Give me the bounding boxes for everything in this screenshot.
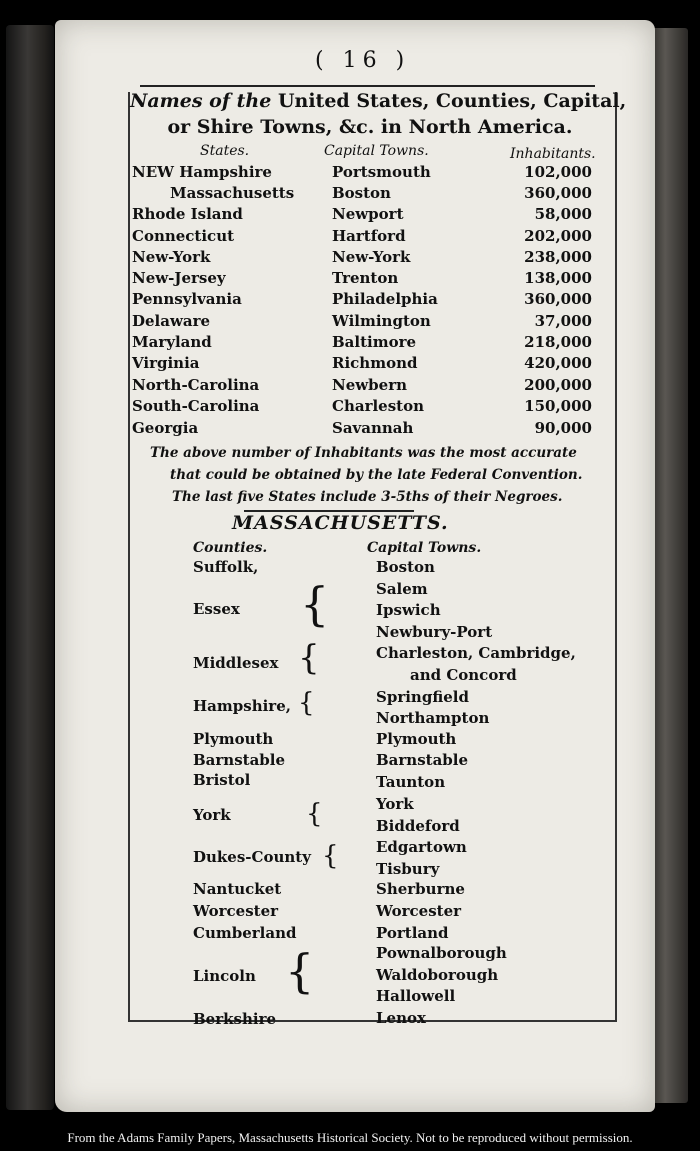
- states-header: States.: [200, 143, 250, 159]
- state-name: South-Carolina: [132, 397, 260, 415]
- top-rule: [140, 85, 595, 87]
- state-row: [132, 312, 592, 333]
- capital-town: Wilmington: [332, 312, 431, 330]
- capital-town: Portsmouth: [332, 163, 431, 181]
- grouping-brace: {: [298, 688, 315, 718]
- county-town: Sherburne: [376, 880, 465, 898]
- state-name: Rhode Island: [132, 205, 243, 223]
- inhabitants-count: 37,000: [534, 312, 592, 330]
- county-town: Tisbury: [376, 860, 440, 878]
- capital-town: Newport: [332, 205, 404, 223]
- inhabitants-count: 102,000: [524, 163, 592, 181]
- county-name: Bristol: [193, 771, 251, 789]
- inhabitants-count: 138,000: [524, 269, 592, 287]
- county-name: Suffolk,: [193, 558, 259, 576]
- inhabitants-header: Inhabitants.: [510, 146, 596, 162]
- inhabitants-count: 238,000: [524, 248, 592, 266]
- county-town: and Concord: [410, 666, 517, 684]
- state-row: [132, 290, 592, 311]
- county-town: Edgartown: [376, 838, 467, 856]
- county-name: York: [193, 806, 231, 824]
- county-name: Dukes-County: [193, 848, 311, 866]
- county-town: Pownalborough: [376, 944, 507, 962]
- capital-town: Baltimore: [332, 333, 417, 351]
- state-row: [132, 184, 592, 205]
- capital-town: Hartford: [332, 227, 406, 245]
- note-line-3: The last five States include 3-5ths of their Negroes.: [172, 489, 563, 505]
- state-name: Maryland: [132, 333, 212, 351]
- state-row: [132, 354, 592, 375]
- grouping-brace: {: [306, 799, 323, 829]
- inhabitants-count: 58,000: [534, 205, 592, 223]
- county-name: Berkshire: [193, 1010, 277, 1028]
- note-line-2: that could be obtained by the late Federal Convention.: [170, 467, 583, 483]
- county-name: Hampshire,: [193, 697, 291, 715]
- capital-town: Charleston: [332, 397, 424, 415]
- title-lead: Names of the: [130, 90, 272, 112]
- county-town: Portland: [376, 924, 449, 942]
- county-town: Hallowell: [376, 987, 456, 1005]
- state-name: Delaware: [132, 312, 211, 330]
- county-town: Biddeford: [376, 817, 460, 835]
- county-town: Newbury-Port: [376, 623, 493, 641]
- state-name: North-Carolina: [132, 376, 260, 394]
- county-name: Cumberland: [193, 924, 297, 942]
- inhabitants-count: 218,000: [524, 333, 592, 351]
- county-town: Barnstable: [376, 751, 469, 769]
- county-town: Taunton: [376, 773, 446, 791]
- state-name: Connecticut: [132, 227, 235, 245]
- page-number: ( 16 ): [315, 48, 411, 73]
- capitals-header: Capital Towns.: [324, 143, 429, 159]
- capital-town: Richmond: [332, 354, 418, 372]
- state-name: New-York: [132, 248, 211, 266]
- inhabitants-count: 420,000: [524, 354, 592, 372]
- grouping-brace: {: [300, 577, 330, 631]
- state-name: New-Jersey: [132, 269, 226, 287]
- state-row: [132, 376, 592, 397]
- state-name: Massachusetts: [170, 184, 295, 202]
- capital-town: Newbern: [332, 376, 408, 394]
- county-town: Salem: [376, 580, 428, 598]
- grouping-brace: {: [298, 638, 320, 678]
- capital-town: Savannah: [332, 419, 414, 437]
- county-name: Nantucket: [193, 880, 282, 898]
- county-town: Waldoborough: [376, 966, 499, 984]
- county-town: York: [376, 795, 414, 813]
- book-spine: [6, 25, 54, 1110]
- grouping-brace: {: [322, 841, 339, 871]
- title-rest: United States, Counties, Capital,: [277, 90, 627, 112]
- state-name: Pennsylvania: [132, 290, 242, 308]
- inhabitants-count: 202,000: [524, 227, 592, 245]
- county-name: Barnstable: [193, 751, 286, 769]
- capital-town: Boston: [332, 184, 391, 202]
- county-town: Boston: [376, 558, 435, 576]
- county-town: Lenox: [376, 1009, 426, 1027]
- inhabitants-count: 360,000: [524, 184, 592, 202]
- county-name: Middlesex: [193, 654, 279, 672]
- capital-town: Philadelphia: [332, 290, 438, 308]
- state-row: [132, 419, 592, 440]
- state-row: [132, 269, 592, 290]
- inhabitants-count: 200,000: [524, 376, 592, 394]
- county-town: Ipswich: [376, 601, 441, 619]
- county-town: Northampton: [376, 709, 490, 727]
- state-row: [132, 227, 592, 248]
- state-name: Georgia: [132, 419, 199, 437]
- capital-town: New-York: [332, 248, 411, 266]
- state-row: [132, 248, 592, 269]
- county-town: Worcester: [376, 902, 462, 920]
- title-line-2: or Shire Towns, &c. in North America.: [167, 116, 573, 138]
- state-row: [132, 397, 592, 418]
- grouping-brace: {: [285, 944, 315, 998]
- note-line-1: The above number of Inhabitants was the most accurate: [150, 445, 577, 461]
- state-row: [132, 163, 592, 184]
- counties-header: Counties.: [193, 540, 268, 556]
- inhabitants-count: 150,000: [524, 397, 592, 415]
- credit-line: From the Adams Family Papers, Massachusetts Historical Society. Not to be reproduced without permission.: [67, 1130, 633, 1145]
- state-row: [132, 333, 592, 354]
- county-town: Charleston, Cambridge,: [376, 644, 576, 662]
- county-name: Lincoln: [193, 967, 256, 985]
- title-line-1: [130, 90, 627, 112]
- county-name: Essex: [193, 600, 240, 618]
- county-name: Plymouth: [193, 730, 274, 748]
- section-title: MASSACHUSETTS.: [232, 512, 449, 534]
- capital-town: Trenton: [332, 269, 399, 287]
- ma-capitals-header: Capital Towns.: [367, 540, 482, 556]
- inhabitants-count: 90,000: [534, 419, 592, 437]
- county-town: Springfield: [376, 688, 469, 706]
- state-row: [132, 205, 592, 226]
- county-name: Worcester: [193, 902, 279, 920]
- county-town: Plymouth: [376, 730, 457, 748]
- page-edges: [650, 28, 688, 1103]
- state-name: NEW Hampshire: [132, 163, 272, 181]
- inhabitants-count: 360,000: [524, 290, 592, 308]
- state-name: Virginia: [132, 354, 200, 372]
